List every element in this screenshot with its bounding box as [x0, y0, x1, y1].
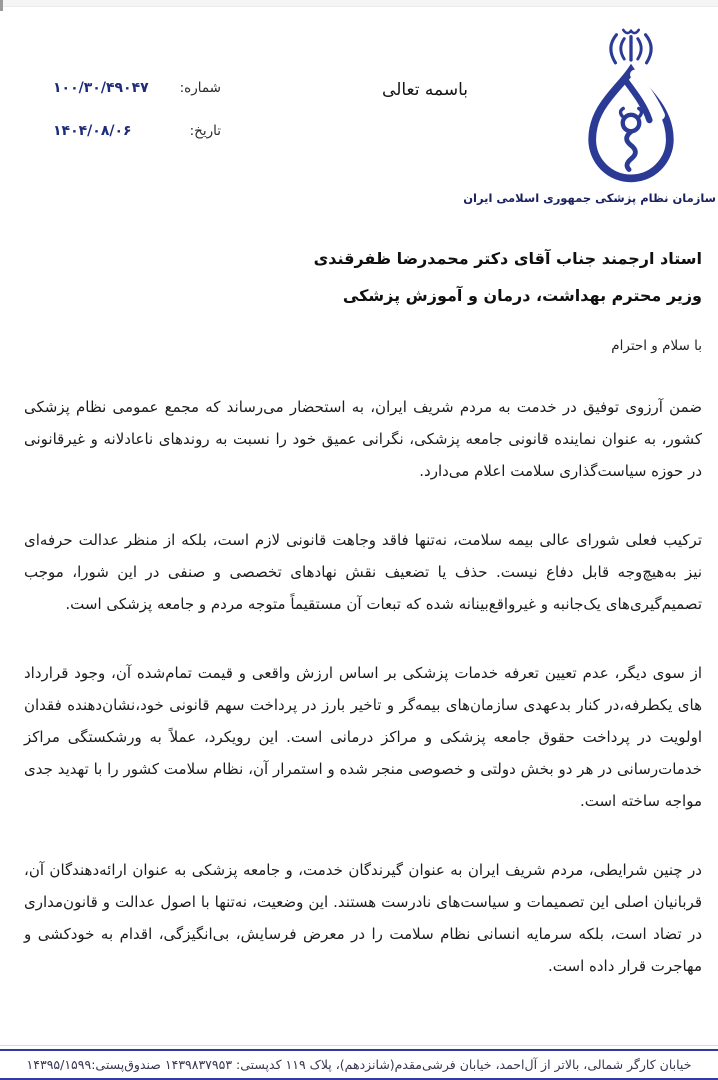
medical-council-emblem-icon [546, 26, 716, 189]
greeting-text: با سلام و احترام [611, 338, 702, 354]
letter-body [24, 391, 702, 982]
letter-number-label: شماره: [179, 80, 221, 96]
body-paragraph: در چنین شرایطی، مردم شریف ایران به عنوان گیرندگان خدمت، و جامعه پزشکی به عنوان ارائه‌دهندگان آن، قربانیان اصلی این تصمیمات و سیاست‌های نادرست هستند. این وضعیت، نه‌تنها با اصول عدالت و قانون‌مداری در تضاد است، بلکه سرمایه انسانی نظام سلامت را در معرض فرسایش، بی‌انگیزگی، اقدام به خودکشی و مهاجرت قرار داده است. [24, 861, 702, 975]
recipient-title: وزیر محترم بهداشت، درمان و آموزش پزشکی [342, 286, 702, 305]
letter-date-row [53, 123, 221, 143]
body-paragraph: ترکیب فعلی شورای عالی بیمه سلامت، نه‌تنها فاقد وجاهت قانونی لازم است، بلکه از منظر عدالت حرفه‌ای نیز به‌هیچ‌وجه قابل دفاع نیست. حذف یا تضعیف نقش نهادهای تخصصی و صنفی در این شورا، موجب تصمیم‌گیری‌های یک‌جانبه و غیرواقع‌بینانه شده که تبعات آن مستقیماً متوجه مردم و جامعه پزشکی است. [24, 531, 702, 613]
letter-footer [0, 1045, 718, 1080]
reference-block [53, 80, 221, 166]
scan-edge-artifact [0, 0, 718, 7]
body-paragraph: ضمن آرزوی توفیق در خدمت به مردم شریف ایران، به استحضار می‌رساند که مجمع عمومی نظام پزشکی کشور، به عنوان نماینده قانونی جامعه پزشکی، نگرانی عمیق خود را نسبت به روندهای ناعادلانه و غیرقانونی در حوزه سیاست‌گذاری سلامت اعلام می‌دارد. [24, 398, 702, 480]
letter-date-value: ۱۴۰۴/۰۸/۰۶ [53, 123, 132, 139]
letter-date-label: تاریخ: [189, 123, 221, 139]
org-logo-caption: سازمان نظام پزشکی جمهوری اسلامی ایران [463, 191, 716, 205]
besmellah-text: باسمه تعالی [382, 80, 468, 100]
scan-corner-artifact [0, 0, 3, 11]
footer-gray-line [0, 1045, 718, 1046]
org-logo [463, 26, 716, 205]
recipient-block [24, 240, 702, 314]
footer-address: خیابان کارگر شمالی، بالاتر از آل‌احمد، خیابان فرشی‌مقدم(شانزدهم)، پلاک ۱۱۹ کدپستی: ۱۴۳۹۸۳۷۹۵۳ صندوق‌پستی:۱۴۳۹۵/۱۵۹۹ [26, 1057, 692, 1072]
letter-number-row [53, 80, 221, 100]
recipient-name: استاد ارجمند جناب آقای دکتر محمدرضا ظفرقندی [313, 249, 702, 268]
letter-number-value: ۱۰۰/۳۰/۴۹۰۴۷ [53, 80, 149, 96]
body-paragraph: از سوی دیگر، عدم تعیین تعرفه خدمات پزشکی بر اساس ارزش واقعی و قیمت تمام‌شده آن، وجود قرارداد های یکطرفه،در کنار بدعهدی سازمان‌های بیمه‌گر و تاخیر بارز در پرداخت سهم قانونی خود،نشان‌دهنده فقدان اولویت در پرداخت حقوق جامعه پزشکی و مراکز درمانی است. این رویکرد، عملاً به ورشکستگی مراکز خدمات‌رسانی در هر دو بخش دولتی و خصوصی منجر شده و استمرار آن، نظام سلامت کشور را با تهدید جدی مواجه ساخته است. [24, 664, 702, 810]
